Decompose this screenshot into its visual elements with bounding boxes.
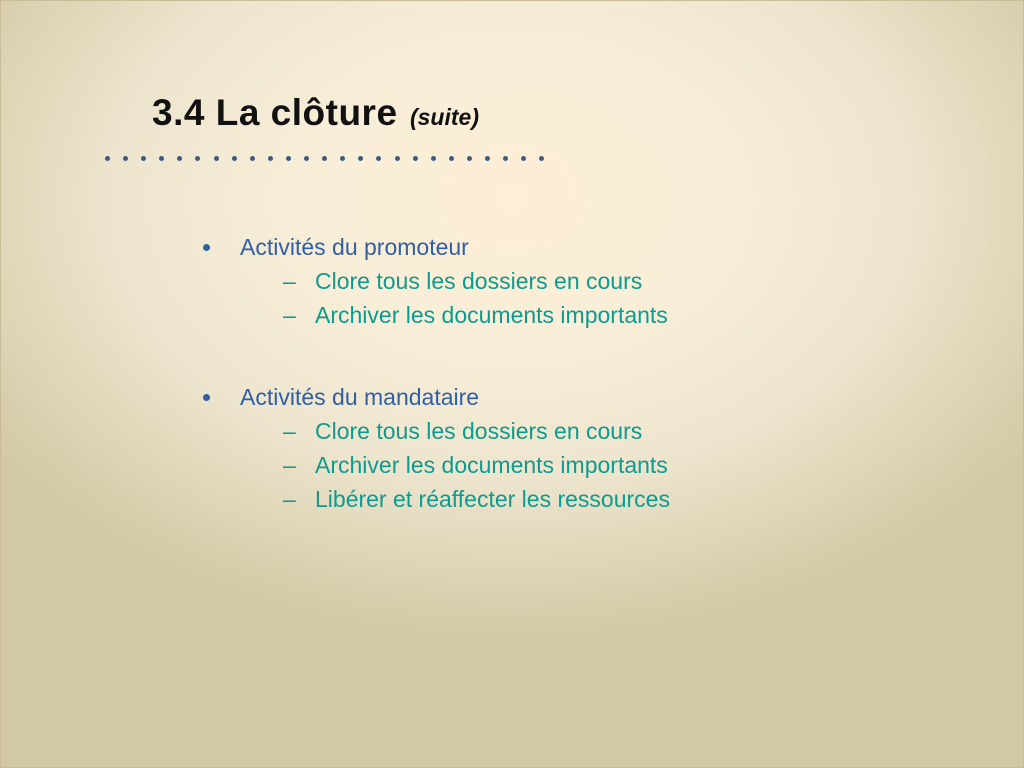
dash-icon: – xyxy=(283,486,296,512)
divider-dot xyxy=(214,156,219,161)
divider-dot xyxy=(105,156,110,161)
sub-item-text: Archiver les documents importants xyxy=(315,452,668,478)
list-item-mandataire xyxy=(200,380,900,414)
divider-dot xyxy=(358,156,363,161)
dash-icon: – xyxy=(283,268,296,294)
divider-dot xyxy=(250,156,255,161)
divider-dot xyxy=(503,156,508,161)
divider-dot xyxy=(268,156,273,161)
sub-list-item xyxy=(200,264,900,298)
list-item-promoteur xyxy=(200,230,900,264)
slide-title xyxy=(152,92,479,134)
divider-dot xyxy=(177,156,182,161)
divider-dot xyxy=(395,156,400,161)
bullet-icon xyxy=(203,244,210,251)
divider-dot xyxy=(195,156,200,161)
title-text: 3.4 La clôture xyxy=(152,92,398,133)
list-heading: Activités du promoteur xyxy=(240,234,469,260)
sub-list-item xyxy=(200,448,900,482)
divider-dot xyxy=(304,156,309,161)
list-heading: Activités du mandataire xyxy=(240,384,480,410)
title-suffix: (suite) xyxy=(409,104,479,130)
bullet-icon xyxy=(203,394,210,401)
divider-dot xyxy=(123,156,128,161)
dash-icon: – xyxy=(283,302,296,328)
divider-dot xyxy=(431,156,436,161)
sub-list-item xyxy=(200,298,900,332)
divider-dot xyxy=(232,156,237,161)
divider-dot xyxy=(539,156,544,161)
sub-list-item xyxy=(200,482,900,516)
sub-list-item xyxy=(200,414,900,448)
dash-icon: – xyxy=(283,452,296,478)
dash-icon: – xyxy=(283,418,296,444)
divider-dot xyxy=(413,156,418,161)
divider-dot xyxy=(449,156,454,161)
divider-dot xyxy=(376,156,381,161)
divider-dot xyxy=(340,156,345,161)
sub-item-text: Archiver les documents importants xyxy=(315,302,668,328)
divider-dot xyxy=(159,156,164,161)
divider-dot xyxy=(485,156,490,161)
divider-dot xyxy=(521,156,526,161)
sub-item-text: Clore tous les dossiers en cours xyxy=(315,268,643,294)
group-spacer xyxy=(200,332,900,380)
divider-dot xyxy=(322,156,327,161)
dotted-divider xyxy=(105,156,557,161)
sub-item-text: Clore tous les dossiers en cours xyxy=(315,418,643,444)
sub-item-text: Libérer et réaffecter les ressources xyxy=(315,486,670,512)
divider-dot xyxy=(286,156,291,161)
divider-dot xyxy=(141,156,146,161)
bullet-list xyxy=(200,230,900,516)
divider-dot xyxy=(467,156,472,161)
